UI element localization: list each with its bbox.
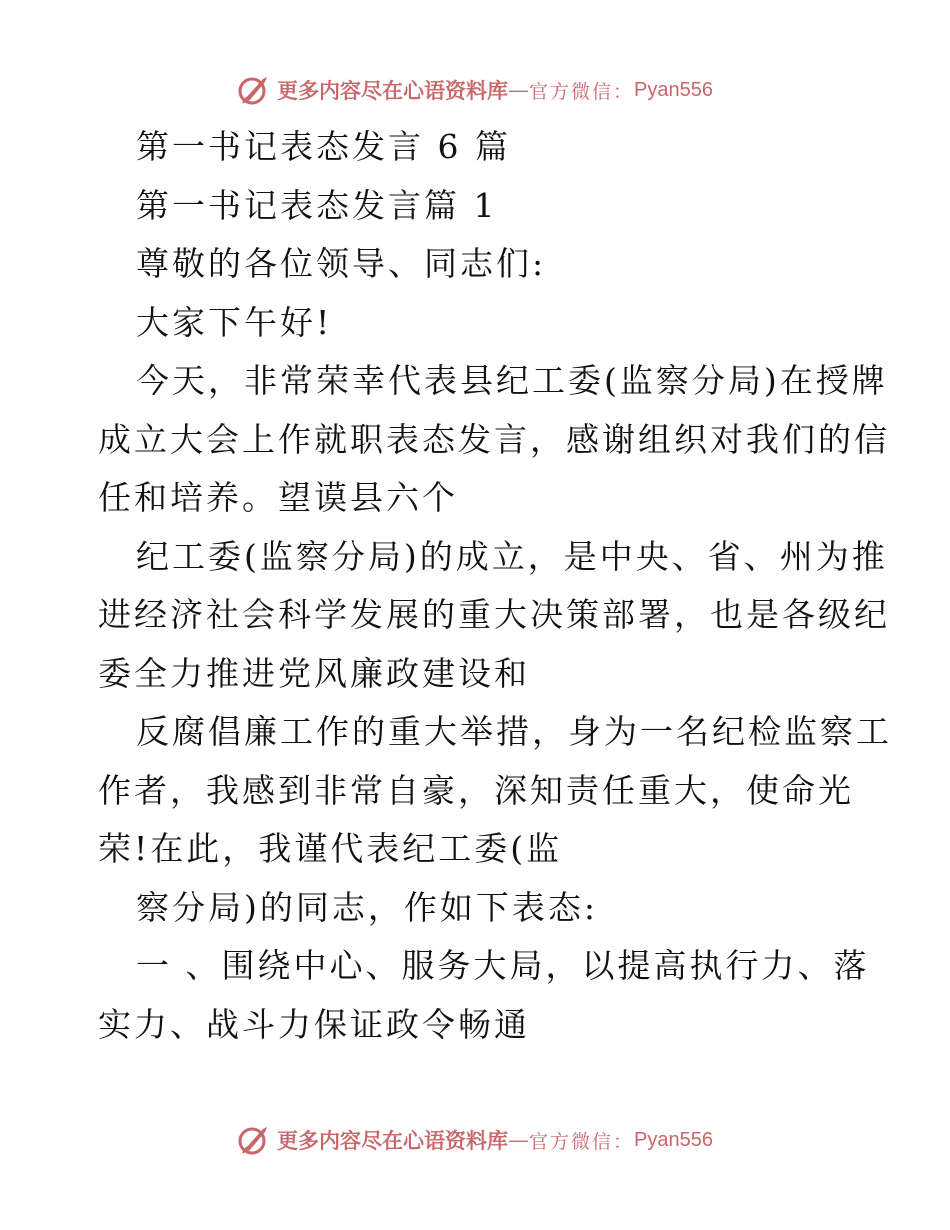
- document-body: [98, 118, 892, 1054]
- greeting: 大家下午好!: [136, 302, 333, 342]
- paragraph-line: 进经济社会科学发展的重大决策部署，也是各级纪: [98, 595, 890, 634]
- paragraph-line: 察分局)的同志，作如下表态:: [136, 887, 598, 927]
- watermark-wechat-label: 官方微信：: [529, 1130, 635, 1153]
- paragraph-line: 成立大会上作就职表态发言，感谢组织对我们的信: [98, 419, 890, 459]
- paragraph-line: 任和培养。望谟县六个: [98, 478, 458, 517]
- watermark-wechat-id: Pyan556: [634, 1128, 713, 1151]
- quill-pen-logo-icon: [237, 1123, 271, 1157]
- paragraph-line: 纪工委(监察分局)的成立，是中央、省、州为推: [136, 536, 888, 576]
- watermark-wechat-id: Pyan556: [634, 78, 713, 101]
- watermark-dash: —: [508, 78, 529, 102]
- paragraph-line: 今天，非常荣幸代表县纪工委(监察分局)在授牌: [136, 361, 888, 400]
- section-heading: 第一书记表态发言篇 1: [136, 185, 498, 225]
- watermark-main-text: 更多内容尽在心语资料库: [277, 1128, 508, 1153]
- paragraph-line: 作者，我感到非常自豪，深知责任重大，使命光: [98, 770, 854, 810]
- document-title: 第一书记表态发言 6 篇: [136, 127, 511, 166]
- footer-watermark: [0, 1120, 950, 1160]
- paragraph-line: 荣!在此，我谨代表纪工委(监: [98, 829, 563, 868]
- paragraph-line: 实力、战斗力保证政令畅通: [98, 1004, 530, 1044]
- paragraph-line: 反腐倡廉工作的重大举措，身为一名纪检监察工: [136, 712, 892, 751]
- paragraph-line: 委全力推进党风廉政建设和: [98, 653, 530, 693]
- watermark-main-text: 更多内容尽在心语资料库: [277, 78, 508, 103]
- salutation: 尊敬的各位领导、同志们:: [136, 244, 547, 283]
- watermark-wechat-label: 官方微信：: [529, 80, 635, 103]
- watermark-dash: —: [508, 1128, 529, 1152]
- paragraph-line: 一 、围绕中心、服务大局，以提高执行力、落: [136, 946, 870, 985]
- quill-pen-logo-icon: [237, 73, 271, 107]
- header-watermark: [0, 70, 950, 110]
